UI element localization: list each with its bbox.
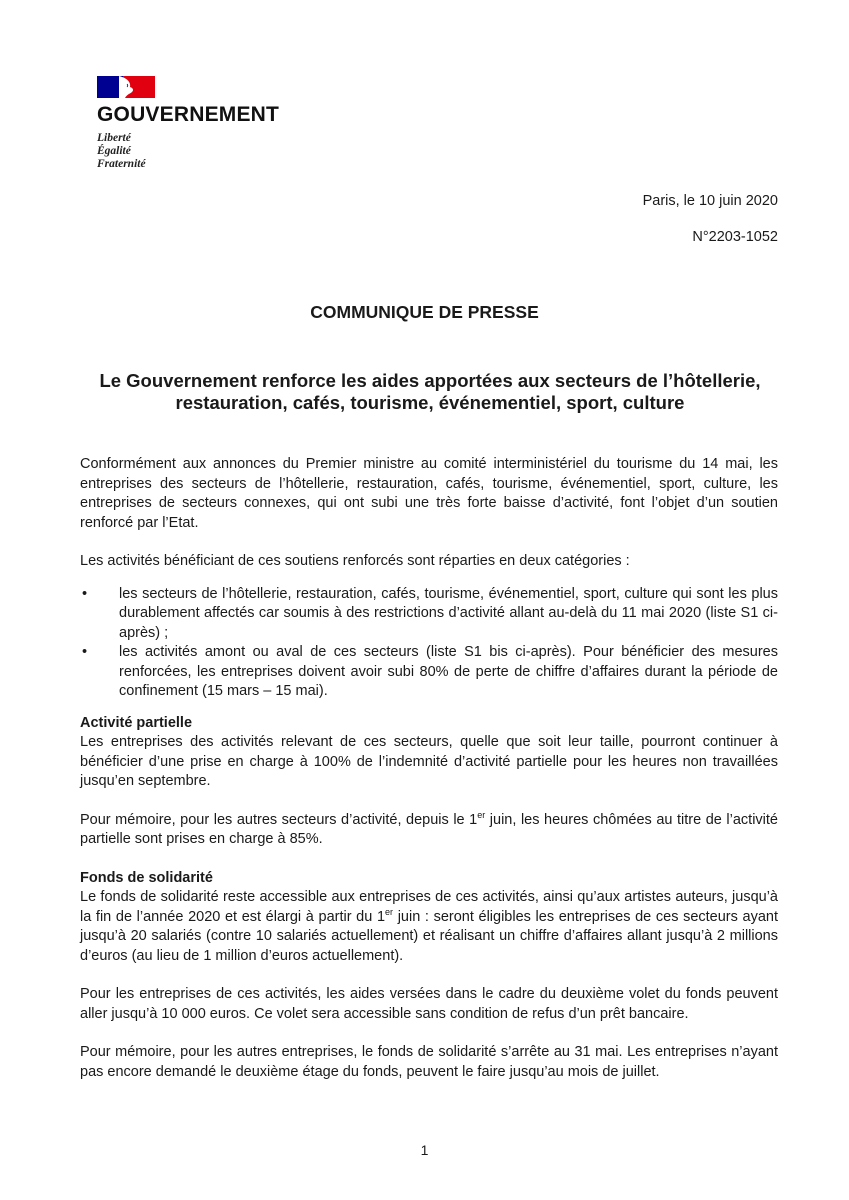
list-item [80, 643, 778, 702]
activite-partielle-paragraph: Les entreprises des activités relevant de ces secteurs, quelle que soit leur taille, pourront continuer à bénéficier d’une prise en charge à 100% de l’indemnité d’activité partielle pour les heures non travaillées jusqu’en septembre. [80, 734, 778, 789]
list-item-text: les secteurs de l’hôtellerie, restauration, cafés, tourisme, événementiel, sport, culture qui sont les plus durablement affectés car soumis à des restrictions d’activité allant au-delà du 11 mai 2020 (liste S1 ci-après) ; [119, 585, 778, 641]
list-item-text: les activités amont ou aval de ces secteurs (liste S1 bis ci-après). Pour bénéficier des mesures renforcées, les entreprises doivent avoir subi 80% de perte de chiffre d’affaires durant la période de confinement (15 mars – 15 mai). [119, 644, 778, 699]
fonds-solidarite-paragraph: Le fonds de solidarité reste accessible aux entreprises de ces activités, ainsi qu’aux artistes auteurs, jusqu’à la fin de l’année 2020 et est élargi à partir du 1er juin : seront éligibles les entreprises de ces secteurs ayant jusqu’à 20 salariés (contre 10 salariés actuellement) et réalisant un chiffre d’affaires allant jusqu’à 2 millions d’euros (au lieu de 1 million d’euros actuellement). [80, 889, 778, 964]
motto-fraternite: Fraternité [97, 158, 146, 170]
brand-wordmark: GOUVERNEMENT [97, 103, 280, 126]
government-logo [97, 74, 297, 171]
page-number: 1 [420, 1142, 429, 1158]
intro-paragraph: Conformément aux annonces du Premier ministre au comité interministériel du tourisme du 14 mai, les entreprises des secteurs de l’hôtellerie, restauration, cafés, tourisme, événementiel, sport, culture, les entreprises de secteurs connexes, qui ont subi une très forte baisse d’activité, font l’objet d’un soutien renforcé par l’Etat. [80, 456, 778, 531]
headline: Le Gouvernement renforce les aides apportées aux secteurs de l’hôtellerie, restauration, cafés, tourisme, événementiel, sport, culture [99, 370, 761, 413]
bullet-icon: • [82, 585, 88, 602]
section-heading-activite-partielle: Activité partielle [80, 714, 193, 731]
bullet-icon: • [82, 644, 88, 660]
motto-egalite: Égalité [97, 145, 131, 157]
document-reference: N°2203-1052 [692, 229, 778, 245]
motto-liberte: Liberté [97, 132, 131, 144]
category-list [80, 585, 778, 702]
page-title: COMMUNIQUE DE PRESSE [310, 302, 539, 322]
fonds-reminder-paragraph: Pour mémoire, pour les autres entreprises, le fonds de solidarité s’arrête au 31 mai. Les entreprises n’ayant pas encore demandé le deuxième étage du fonds, peuvent le faire jusqu’au mois de juillet. [80, 1044, 778, 1080]
motto [97, 132, 297, 171]
list-item [80, 585, 778, 644]
categories-intro: Les activités bénéficiant de ces soutiens renforcés sont réparties en deux catégories : [80, 553, 630, 569]
document-date: Paris, le 10 juin 2020 [642, 193, 778, 209]
fonds-aid-paragraph: Pour les entreprises de ces activités, les aides versées dans le cadre du deuxième volet du fonds peuvent aller jusqu’à 10 000 euros. Ce volet sera accessible sans condition de refus d’un prêt bancaire. [80, 986, 778, 1022]
activite-partielle-reminder: Pour mémoire, pour les autres secteurs d’activité, depuis le 1er juin, les heures chômées au titre de l’activité partielle sont prises en charge à 85%. [80, 809, 778, 847]
section-heading-fonds-solidarite: Fonds de solidarité [80, 869, 213, 886]
marianne-flag-icon [97, 74, 155, 100]
document-body [80, 455, 778, 1082]
